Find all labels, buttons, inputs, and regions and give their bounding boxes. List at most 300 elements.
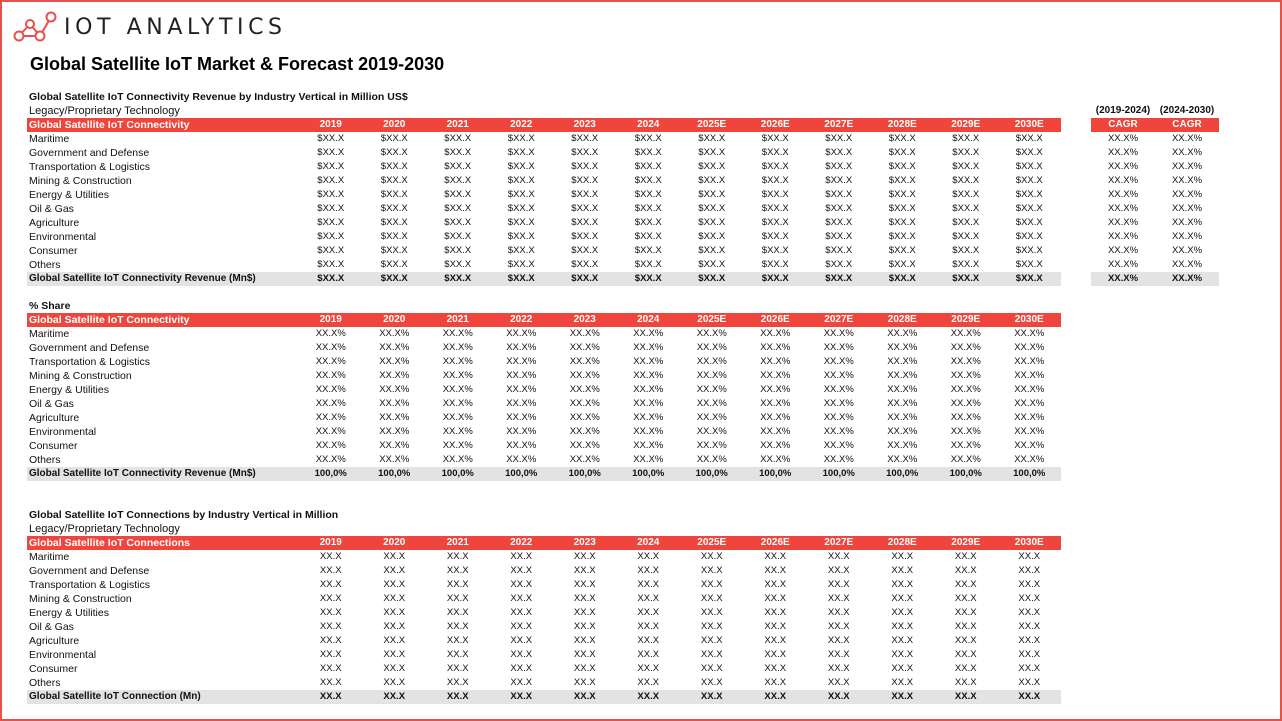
total-cell: XX.X [998,690,1062,704]
row-label: Others [29,454,61,466]
data-cell: XX.X% [569,398,600,409]
data-cell: XX.X% [760,370,791,381]
data-cell: $XX.X [761,259,789,270]
cagr-cell: XX.X% [1107,133,1139,144]
table-row [27,383,1061,397]
data-cell: $XX.X [380,133,408,144]
data-cell: $XX.X [1015,217,1043,228]
data-cell: XX.X% [569,342,600,353]
data-cell: XX.X [764,663,787,674]
year-header: 2021 [426,313,490,327]
table-row [27,648,1061,662]
year-header: 2019 [299,536,363,550]
table-row [27,369,1061,383]
year-header: 2022 [490,536,554,550]
data-cell: XX.X [446,579,469,590]
data-cell: $XX.X [761,245,789,256]
cagr-row [1091,244,1219,258]
data-cell: XX.X [700,635,723,646]
data-cell: $XX.X [444,259,472,270]
data-cell: XX.X% [887,412,918,423]
data-cell: XX.X [510,663,533,674]
data-cell: $XX.X [507,133,535,144]
data-cell: XX.X% [442,454,473,465]
total-cell: 100,0% [553,467,617,481]
table-row [27,662,1061,676]
table-row [27,578,1061,592]
year-header: 2026E [744,118,808,132]
data-cell: XX.X [1018,565,1041,576]
data-cell: $XX.X [1015,203,1043,214]
data-cell: XX.X [954,607,977,618]
data-cell: $XX.X [444,147,472,158]
data-cell: XX.X% [315,370,346,381]
row-label: Agriculture [29,635,80,647]
data-cell: XX.X% [887,356,918,367]
data-cell: XX.X% [379,412,410,423]
data-cell: XX.X [954,649,977,660]
data-cell: $XX.X [1015,133,1043,144]
data-cell: XX.X [891,677,914,688]
data-cell: $XX.X [825,161,853,172]
year-header: 2023 [553,536,617,550]
data-cell: XX.X% [760,342,791,353]
data-cell: $XX.X [444,245,472,256]
data-cell: $XX.X [698,259,726,270]
data-cell: $XX.X [825,175,853,186]
total-row [27,272,1061,286]
year-header: 2029E [934,118,998,132]
data-cell: XX.X% [379,384,410,395]
data-cell: XX.X [827,663,850,674]
data-cell: XX.X% [442,356,473,367]
data-cell: XX.X [446,551,469,562]
data-cell: XX.X% [506,370,537,381]
data-cell: XX.X [764,593,787,604]
data-cell: XX.X [954,565,977,576]
data-cell: $XX.X [952,133,980,144]
data-cell: XX.X% [887,370,918,381]
row-label: Environmental [29,426,97,438]
data-cell: $XX.X [571,203,599,214]
data-cell: $XX.X [507,231,535,242]
data-cell: $XX.X [380,245,408,256]
table-row [27,550,1061,564]
row-label: Environmental [29,649,97,661]
data-cell: XX.X% [696,370,727,381]
data-cell: XX.X% [1014,426,1045,437]
cagr-cell: XX.X% [1171,203,1203,214]
data-cell: $XX.X [825,133,853,144]
data-cell: $XX.X [634,133,662,144]
share-title: % Share [29,300,71,312]
table-row [27,439,1061,453]
data-cell: XX.X% [315,426,346,437]
data-cell: $XX.X [571,245,599,256]
cagr-cell: XX.X% [1107,203,1139,214]
connections-table [27,536,1061,704]
data-cell: XX.X% [315,398,346,409]
table-row [27,174,1061,188]
data-cell: XX.X% [315,342,346,353]
data-cell: XX.X% [315,440,346,451]
data-cell: XX.X% [315,384,346,395]
data-cell: $XX.X [952,203,980,214]
cagr-period-2024-2030: (2024-2030) [1159,105,1215,116]
data-cell: $XX.X [317,175,345,186]
total-cell: XX.X [744,690,808,704]
data-cell: XX.X [446,593,469,604]
cagr-cell: XX.X% [1107,217,1139,228]
data-cell: $XX.X [888,203,916,214]
data-cell: XX.X [637,649,660,660]
data-cell: XX.X [446,565,469,576]
data-cell: XX.X [891,607,914,618]
data-cell: XX.X [510,621,533,632]
total-cell: XX.X [617,690,681,704]
data-cell: $XX.X [317,259,345,270]
data-cell: $XX.X [571,175,599,186]
row-label: Environmental [29,231,97,243]
year-header: 2025E [680,118,744,132]
data-cell: XX.X [954,579,977,590]
cagr-cell: XX.X% [1171,259,1203,270]
cagr-total-row [1091,272,1219,286]
data-cell: XX.X [446,621,469,632]
total-cell: $XX.X [871,272,935,286]
year-header: 2029E [934,536,998,550]
data-cell: $XX.X [698,175,726,186]
data-cell: $XX.X [444,203,472,214]
cagr-header: CAGR [1155,118,1219,132]
cagr-cell: XX.X% [1171,133,1203,144]
data-cell: $XX.X [761,231,789,242]
row-label: Maritime [29,551,70,563]
data-cell: $XX.X [825,245,853,256]
data-cell: XX.X [764,579,787,590]
total-cell: $XX.X [617,272,681,286]
data-cell: XX.X [1018,663,1041,674]
total-cell: $XX.X [426,272,490,286]
row-label: Government and Defense [29,342,150,354]
data-cell: $XX.X [825,259,853,270]
cagr-cell: XX.X% [1107,245,1139,256]
data-cell: XX.X [319,579,342,590]
data-cell: XX.X% [1014,356,1045,367]
row-label: Government and Defense [29,565,150,577]
data-cell: XX.X [764,635,787,646]
data-cell: $XX.X [888,133,916,144]
data-cell: $XX.X [1015,189,1043,200]
data-cell: XX.X% [379,426,410,437]
row-label: Energy & Utilities [29,607,109,619]
data-cell: XX.X% [696,412,727,423]
data-cell: $XX.X [634,161,662,172]
data-cell: XX.X [891,649,914,660]
data-cell: XX.X [1018,677,1041,688]
data-cell: XX.X% [633,426,664,437]
row-label: Maritime [29,133,70,145]
data-cell: XX.X% [569,384,600,395]
data-cell: $XX.X [444,175,472,186]
data-cell: $XX.X [380,217,408,228]
data-cell: XX.X% [442,412,473,423]
data-cell: XX.X% [760,328,791,339]
data-cell: XX.X% [1014,398,1045,409]
data-cell: XX.X [573,677,596,688]
data-cell: XX.X% [823,412,854,423]
data-cell: XX.X [764,551,787,562]
data-cell: XX.X [954,677,977,688]
cagr-row [1091,160,1219,174]
data-cell: XX.X [891,551,914,562]
data-cell: XX.X [954,635,977,646]
year-header: 2019 [299,313,363,327]
data-cell: $XX.X [380,161,408,172]
brand-logo [12,10,287,44]
row-label: Mining & Construction [29,593,132,605]
data-cell: $XX.X [888,231,916,242]
data-cell: XX.X [573,565,596,576]
data-cell: XX.X% [442,370,473,381]
data-cell: XX.X [319,649,342,660]
data-cell: XX.X% [569,454,600,465]
data-cell: XX.X [1018,607,1041,618]
data-cell: $XX.X [761,161,789,172]
data-cell: $XX.X [317,203,345,214]
total-cell: 100,0% [998,467,1062,481]
data-cell: XX.X [891,579,914,590]
total-cell: 100,0% [744,467,808,481]
data-cell: XX.X [637,551,660,562]
data-cell: XX.X% [696,454,727,465]
data-cell: XX.X [573,663,596,674]
data-cell: XX.X% [1014,370,1045,381]
total-row [27,467,1061,481]
row-label: Consumer [29,440,78,452]
data-cell: $XX.X [952,175,980,186]
data-cell: XX.X [383,593,406,604]
cagr-period-2019-2024: (2019-2024) [1095,105,1151,116]
data-cell: XX.X [510,649,533,660]
data-cell: XX.X [764,649,787,660]
table-row [27,230,1061,244]
data-cell: XX.X [700,621,723,632]
data-cell: $XX.X [1015,175,1043,186]
data-cell: $XX.X [507,189,535,200]
data-cell: XX.X% [887,440,918,451]
data-cell: XX.X% [379,398,410,409]
data-cell: $XX.X [571,259,599,270]
total-cell: XX.X [299,690,363,704]
data-cell: XX.X [383,579,406,590]
cagr-row [1091,146,1219,160]
data-cell: XX.X% [315,328,346,339]
year-header: 2026E [744,313,808,327]
cagr-total-cell: XX.X% [1155,272,1219,286]
year-header: 2023 [553,118,617,132]
header-label: Global Satellite IoT Connections [27,536,299,550]
data-cell: $XX.X [634,189,662,200]
data-cell: XX.X% [760,398,791,409]
data-cell: $XX.X [888,175,916,186]
data-cell: XX.X [573,621,596,632]
data-cell: XX.X [319,635,342,646]
total-cell: XX.X [807,690,871,704]
data-cell: $XX.X [571,161,599,172]
data-cell: XX.X [573,551,596,562]
data-cell: XX.X [573,607,596,618]
data-cell: XX.X% [823,356,854,367]
data-cell: XX.X% [633,328,664,339]
data-cell: XX.X% [887,328,918,339]
data-cell: XX.X% [569,440,600,451]
cagr-cell: XX.X% [1107,189,1139,200]
row-label: Maritime [29,328,70,340]
table-row [27,258,1061,272]
data-cell: XX.X [954,663,977,674]
table-row [27,244,1061,258]
data-cell: $XX.X [634,259,662,270]
table-row [27,453,1061,467]
data-cell: XX.X [827,565,850,576]
data-cell: XX.X [891,635,914,646]
data-cell: XX.X% [950,384,981,395]
data-cell: $XX.X [825,147,853,158]
total-cell: $XX.X [680,272,744,286]
total-cell: XX.X [490,690,554,704]
data-cell: $XX.X [825,231,853,242]
data-cell: XX.X [510,565,533,576]
total-label: Global Satellite IoT Connectivity Revenue (Mn$) [27,272,299,286]
data-cell: XX.X [764,565,787,576]
data-cell: XX.X [764,607,787,618]
data-cell: XX.X [383,551,406,562]
data-cell: $XX.X [698,245,726,256]
data-cell: XX.X% [506,384,537,395]
data-cell: XX.X [700,649,723,660]
data-cell: XX.X% [569,370,600,381]
data-cell: $XX.X [444,217,472,228]
year-header: 2025E [680,313,744,327]
year-header: 2022 [490,313,554,327]
year-header: 2030E [998,313,1062,327]
data-cell: XX.X% [315,412,346,423]
total-cell: $XX.X [998,272,1062,286]
year-header: 2028E [871,536,935,550]
data-cell: XX.X% [633,370,664,381]
data-cell: XX.X% [760,454,791,465]
data-cell: XX.X [954,621,977,632]
data-cell: $XX.X [1015,231,1043,242]
total-cell: 100,0% [871,467,935,481]
data-cell: XX.X% [569,426,600,437]
cagr-cell: XX.X% [1107,259,1139,270]
data-cell: $XX.X [888,245,916,256]
data-cell: XX.X [383,649,406,660]
year-header: 2020 [363,313,427,327]
data-cell: $XX.X [507,217,535,228]
data-cell: XX.X [319,607,342,618]
data-cell: $XX.X [317,189,345,200]
data-cell: XX.X% [633,412,664,423]
data-cell: $XX.X [507,203,535,214]
cagr-row [1091,230,1219,244]
data-cell: XX.X% [950,440,981,451]
header-row [27,313,1061,327]
network-nodes-icon [12,10,58,44]
table-row [27,411,1061,425]
data-cell: $XX.X [634,217,662,228]
data-cell: XX.X [637,565,660,576]
data-cell: XX.X% [887,342,918,353]
data-cell: XX.X [573,635,596,646]
row-label: Agriculture [29,412,80,424]
year-header: 2023 [553,313,617,327]
data-cell: XX.X% [442,426,473,437]
table-row [27,216,1061,230]
connections-title: Global Satellite IoT Connections by Industry Vertical in Million [29,509,339,521]
data-cell: XX.X% [950,454,981,465]
data-cell: XX.X [1018,649,1041,660]
total-cell: $XX.X [553,272,617,286]
data-cell: XX.X% [950,412,981,423]
page-title: Global Satellite IoT Market & Forecast 2019-2030 [30,54,445,74]
total-label: Global Satellite IoT Connectivity Revenue (Mn$) [27,467,299,481]
data-cell: XX.X% [760,384,791,395]
data-cell: $XX.X [698,203,726,214]
cagr-header: CAGR [1091,118,1155,132]
data-cell: XX.X% [633,342,664,353]
year-header: 2028E [871,313,935,327]
cagr-row [1091,174,1219,188]
data-cell: XX.X [319,565,342,576]
row-label: Others [29,259,61,271]
cagr-cell: XX.X% [1171,231,1203,242]
year-header: 2021 [426,118,490,132]
table-row [27,341,1061,355]
data-cell: XX.X [891,565,914,576]
row-label: Agriculture [29,217,80,229]
data-cell: XX.X [510,593,533,604]
data-cell: $XX.X [571,189,599,200]
cagr-section [1091,104,1219,286]
data-cell: XX.X [383,677,406,688]
total-cell: $XX.X [299,272,363,286]
data-cell: $XX.X [698,161,726,172]
data-cell: XX.X [700,663,723,674]
data-cell: $XX.X [952,189,980,200]
data-cell: XX.X% [442,384,473,395]
revenue-table [27,118,1061,286]
data-cell: XX.X [764,621,787,632]
data-cell: XX.X [637,663,660,674]
data-cell: XX.X% [379,342,410,353]
table-row [27,620,1061,634]
data-cell: $XX.X [507,147,535,158]
data-cell: XX.X [383,607,406,618]
year-header: 2020 [363,536,427,550]
cagr-cell: XX.X% [1171,189,1203,200]
year-header: 2024 [617,313,681,327]
year-header: 2021 [426,536,490,550]
data-cell: XX.X [637,621,660,632]
data-cell: XX.X% [950,370,981,381]
data-cell: $XX.X [698,189,726,200]
cagr-cell: XX.X% [1171,147,1203,158]
data-cell: XX.X% [1014,328,1045,339]
data-cell: $XX.X [444,161,472,172]
